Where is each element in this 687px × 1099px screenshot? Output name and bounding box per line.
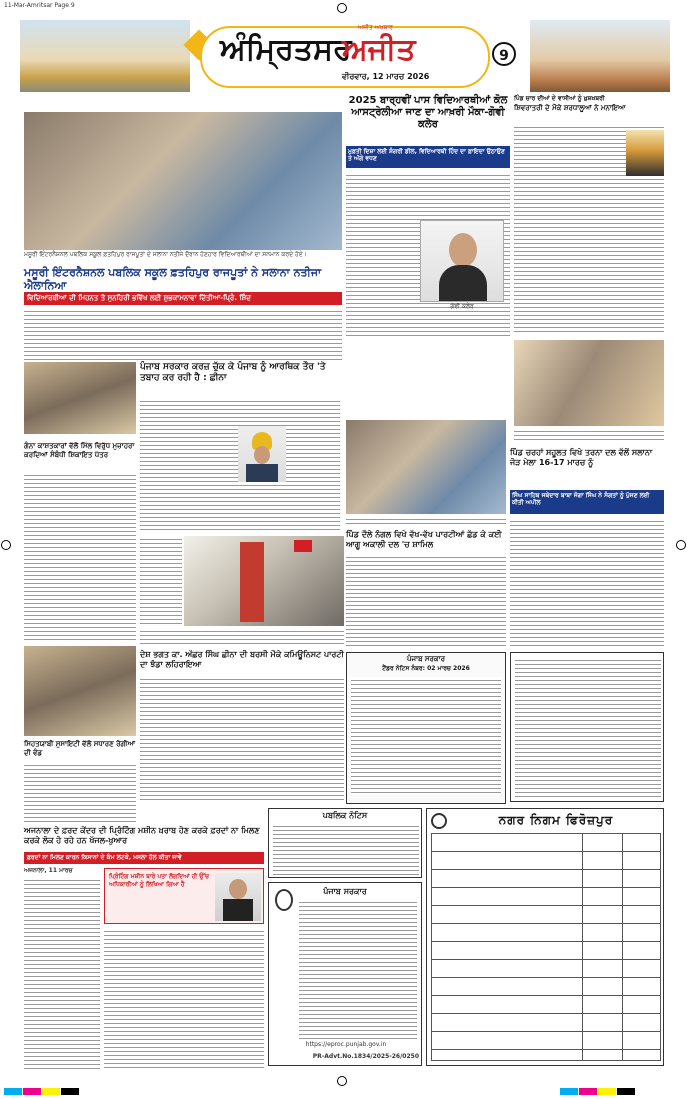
- officer-body: [223, 899, 253, 921]
- ganna-photo: [24, 362, 136, 434]
- memorial-left-text: [140, 536, 182, 626]
- portrait-caption: ਗੋਵੀ ਕਲੇਰ: [450, 303, 474, 310]
- tender-notice-ad: [346, 652, 506, 804]
- sehat-photo: [24, 646, 136, 736]
- ganna-body-text: [24, 472, 136, 642]
- australia-headline: 2025 ਬਾਰ੍ਹਵੀਂ ਪਾਸ ਵਿਦਿਆਰਥੀਆਂ ਕੋਲ ਆਸਟ੍ਰੇਲੀਆ ਜਾਣ ਦਾ ਆਖ਼ਰੀ ਮੌਕਾ-ਗੋਵੀ ਕਲੇਰ: [348, 95, 508, 130]
- nigam-tender-table: [431, 833, 661, 1061]
- mela-body-text: [510, 518, 664, 648]
- printing-dateline: ਅਜਨਾਲਾ, 11 ਮਾਰਚ: [24, 867, 73, 874]
- punjab-sarkar-title: ਪੰਜਾਬ ਸਰਕਾਰ: [323, 887, 367, 896]
- print-slug: 11-Mar-Amritsar Page 9: [4, 2, 75, 9]
- portrait-face: [449, 233, 477, 267]
- tender-body-text: [351, 677, 501, 795]
- heritage-building-image: [530, 20, 670, 92]
- ganna-headline: ਗੰਨਾ ਕਾਸ਼ਤਕਾਰਾਂ ਵੱਲੋਂ ਮਿੱਲ ਵਿਰੁੱਧ ਮੁਜ਼ਾਹਰਾ ਕਰਦਿਆਂ ਸੰਬੰਧੀ ਸ਼ਿਕਾਇਤ ਪੱਤਰ: [24, 442, 135, 459]
- nagar-nigam-title: ਨਗਰ ਨਿਗਮ ਫਿਰੋਜ਼ਪੁਰ: [498, 813, 614, 827]
- pind-headline: ਪਿੰਡ ਦੌਲੇ ਨੰਗਲ ਵਿਖੇ ਵੱਖ-ਵੱਖ ਪਾਰਟੀਆਂ ਛੱਡ ਕੇ ਕਈ ਆਗੂ ਅਕਾਲੀ ਦਲ 'ਚ ਸ਼ਾਮਿਲ: [346, 530, 502, 549]
- religious-gathering-photo: [514, 340, 664, 426]
- right-col-headline: ਸ਼ਿਵਰਾਤਰੀ ਦੇ ਮੌਕੇ ਸ਼ਰਧਾਲੂਆਂ ਨੇ ਮਨਾਇਆ: [514, 104, 626, 112]
- school-group-photo: [24, 112, 342, 250]
- sehat-body-text: [24, 762, 136, 822]
- sehat-headline: ਸਿਹਤਯਾਬੀ ਸੁਸਾਇਟੀ ਵੱਲੋਂ ਸਧਾਰਣ ਰੋਗੀਆਂ ਦੀ ਵੰਡ: [24, 740, 136, 757]
- punjab-sarkar-text: [299, 899, 417, 1039]
- printing-body-right: [104, 928, 264, 1068]
- australia-subhead: ਮੁਫ਼ਤੀ ਦਿਸ਼ਾ ਲਈ ਸ਼ੰਗਰੀ ਡੀਲ, ਵਿਦਿਆਰਥੀ ਹਿੰਦ ਦਾ ਫ਼ਾਇਦਾ ਉਠਾਉਣ ਤੇ ਅੱਗੇ ਵਧਣ: [346, 146, 510, 168]
- body-shape: [246, 464, 278, 482]
- portrait-body: [439, 265, 487, 301]
- notice-ad-right: [510, 652, 664, 802]
- nigam-emblem-icon: [431, 813, 447, 829]
- public-notice-title: ਪਬਲਿਕ ਨੋਟਿਸ: [322, 811, 368, 820]
- martyr-memorial-photo: [184, 536, 344, 626]
- portrait-photo: [420, 220, 504, 302]
- school-subhead: ਵਿਦਿਆਰਥੀਆਂ ਦੀ ਮਿਹਨਤ ਤੇ ਸੁਨਹਿਰੀ ਭਵਿੱਖ ਲਈ ਸ਼ੁਭਕਾਮਨਾਵਾਂ ਦਿੱਤੀਆਂ-ਪ੍ਰਿੰ. ਸ਼ਿੰਦ: [24, 292, 342, 305]
- chhina-portrait: [238, 426, 286, 482]
- public-notice-ad: [268, 808, 422, 878]
- barsi-body-text: [140, 676, 344, 802]
- tender-title: ਟੈਂਡਰ ਨੋਟਿਸ ਨੰਬਰ: 02 ਮਾਰਚ 2026: [382, 665, 470, 672]
- memorial-pillar: [240, 542, 264, 622]
- officer-portrait: [215, 873, 261, 921]
- masthead: [20, 20, 670, 94]
- cmyk-color-bar-right: [560, 1080, 680, 1088]
- brand-tagline: ਅਜੀਤ ਅਖ਼ਬਾਰ: [358, 24, 393, 31]
- registration-mark-top: [337, 3, 347, 13]
- barsi-headline: ਦੇਸ਼ ਭਗਤ ਕਾ. ਅੱਛਰ ਸਿੰਘ ਛੀਨਾ ਦੀ ਬਰਸੀ ਮੌਕੇ ਕਮਿਊਨਿਸਟ ਪਾਰਟੀ ਦਾ ਝੰਡਾ ਲਹਿਰਾਇਆ: [140, 650, 344, 669]
- face-shape: [254, 446, 270, 464]
- inset-quote-text: ਪ੍ਰਿੰਟਿੰਗ ਮਸ਼ੀਨ ਬਾਰੇ ਪਤਾ ਲੱਗਦਿਆਂ ਹੀ ਉੱਚ ਅਧਿਕਾਰੀਆਂ ਨੂੰ ਲਿਖਿਆ ਗਿਆ ਹੈ: [109, 873, 210, 888]
- golden-temple-image: [20, 20, 190, 92]
- table-col-divider: [622, 834, 623, 1060]
- nagar-nigam-ad: [426, 808, 664, 1066]
- brand-part1: ਅੰਮ੍ਰਿਤਸਰ: [220, 32, 352, 67]
- pind-body-text: [346, 554, 506, 648]
- punjab-sarkar-ad: [268, 882, 422, 1066]
- right-col-portrait: [626, 130, 664, 176]
- akali-photo-caption: [346, 516, 506, 526]
- public-notice-text: [273, 823, 419, 875]
- eproc-website: https://eproc.punjab.gov.in: [305, 1041, 387, 1048]
- akali-joining-photo: [346, 420, 506, 514]
- punjab-gov-headline: ਪੰਜਾਬ ਸਰਕਾਰ ਕਰਜ਼ ਚੁੱਕ ਕੇ ਪੰਜਾਬ ਨੂੰ ਆਰਥਿਕ ਤੌਰ 'ਤੇ ਤਬਾਹ ਕਰ ਰਹੀ ਹੈ : ਛੀਨਾ: [140, 362, 326, 383]
- school-headline: ਮਸੂਰੀ ਇੰਟਰਨੈਸ਼ਨਲ ਪਬਲਿਕ ਸਕੂਲ ਫ਼ਤਹਿਪੁਰ ਰਾਜਪੂਤਾਂ ਨੇ ਸਲਾਨਾ ਨਤੀਜਾ ਐਲਾਨਿਆ: [24, 266, 322, 292]
- mela-headline: ਪਿੰਡ ਚਰਹਾਂ ਸਹੂਲਤ ਵਿਖੇ ਤਰਨਾ ਦਲ ਵੱਲੋਂ ਸਲਾਨਾ ਜੋੜ ਮੇਲਾ 16-17 ਮਾਰਚ ਨੂੰ: [510, 448, 653, 467]
- registration-mark-bottom: [337, 1076, 347, 1086]
- printing-body-left: [24, 877, 100, 1069]
- registration-mark-left: [1, 540, 11, 550]
- printing-headline: ਅਜਨਾਲਾ ਦੇ ਫ਼ਰਦ ਕੇਂਦਰ ਦੀ ਪ੍ਰਿੰਟਿੰਗ ਮਸ਼ੀਨ ਖ਼ਰਾਬ ਹੋਣ ਕਰਕੇ ਫ਼ਰਦਾਂ ਨਾ ਮਿਲਣ ਕਰਕੇ ਲੋਕ ਹੋ ਰਹੇ ਹਨ ਖੱਜਲ-ਖੁਆਰ: [24, 826, 260, 845]
- mela-subhead: ਸਿੰਘ ਸਾਹਿਬ ਜਥੇਦਾਰ ਬਾਬਾ ਜੋਗਾ ਸਿੰਘ ਨੇ ਸੰਗਤਾਂ ਨੂੰ ਪੁੱਜਣ ਲਈ ਕੀਤੀ ਅਪੀਲ: [510, 490, 664, 514]
- memorial-caption: [140, 628, 344, 646]
- ad-code: PR-Advt.No.1834/2025-26/0250: [312, 1053, 419, 1060]
- brand-part2: ਅਜੀਤ: [342, 32, 416, 67]
- school-photo-caption: ਮਸੂਰੀ ਇੰਟਰਨੈਸ਼ਨਲ ਪਬਲਿਕ ਸਕੂਲ ਫ਼ਤਹਿਪੁਰ ਰਾਜਪੂਤਾਂ ਦੇ ਸਲਾਨਾ ਨਤੀਜੇ ਦੌਰਾਨ ਹੋਣਹਾਰ ਵਿਦਿਆਰਥੀਆਂ ਦਾ ਸਨਮਾਨ ਕਰਦੇ ਹੋਏ।: [24, 251, 307, 258]
- officer-face: [229, 879, 247, 899]
- notice-ad-right-text: [515, 657, 661, 799]
- red-flag: [294, 540, 312, 552]
- printing-subhead: ਫ਼ਰਦਾਂ ਨਾ ਮਿਲਣ ਕਾਰਨ ਕਿਸਾਨਾਂ ਦੇ ਕੰਮ ਲਟਕੇ, ਮਸਲਾ ਹੱਲ ਕੀਤਾ ਜਾਵੇ: [24, 852, 264, 864]
- right-col-kicker: ਪਿੰਡ ਚਾਰ ਦੀਆਂ ਦੇ ਵਾਸੀਆਂ ਨੂੰ ਖ਼ੁਸ਼ਖ਼ਬਰੀ: [514, 95, 605, 102]
- registration-mark-right: [676, 540, 686, 550]
- tender-gov-title: ਪੰਜਾਬ ਸਰਕਾਰ: [406, 655, 445, 663]
- issue-date: ਵੀਰਵਾਰ, 12 ਮਾਰਚ 2026: [342, 72, 430, 81]
- page-number: 9: [492, 42, 516, 66]
- religious-photo-caption: [514, 428, 664, 442]
- inset-quote-box: [104, 868, 264, 924]
- table-col-divider: [582, 834, 583, 1060]
- school-body-text: [24, 308, 342, 360]
- cmyk-color-bar: [4, 1080, 204, 1088]
